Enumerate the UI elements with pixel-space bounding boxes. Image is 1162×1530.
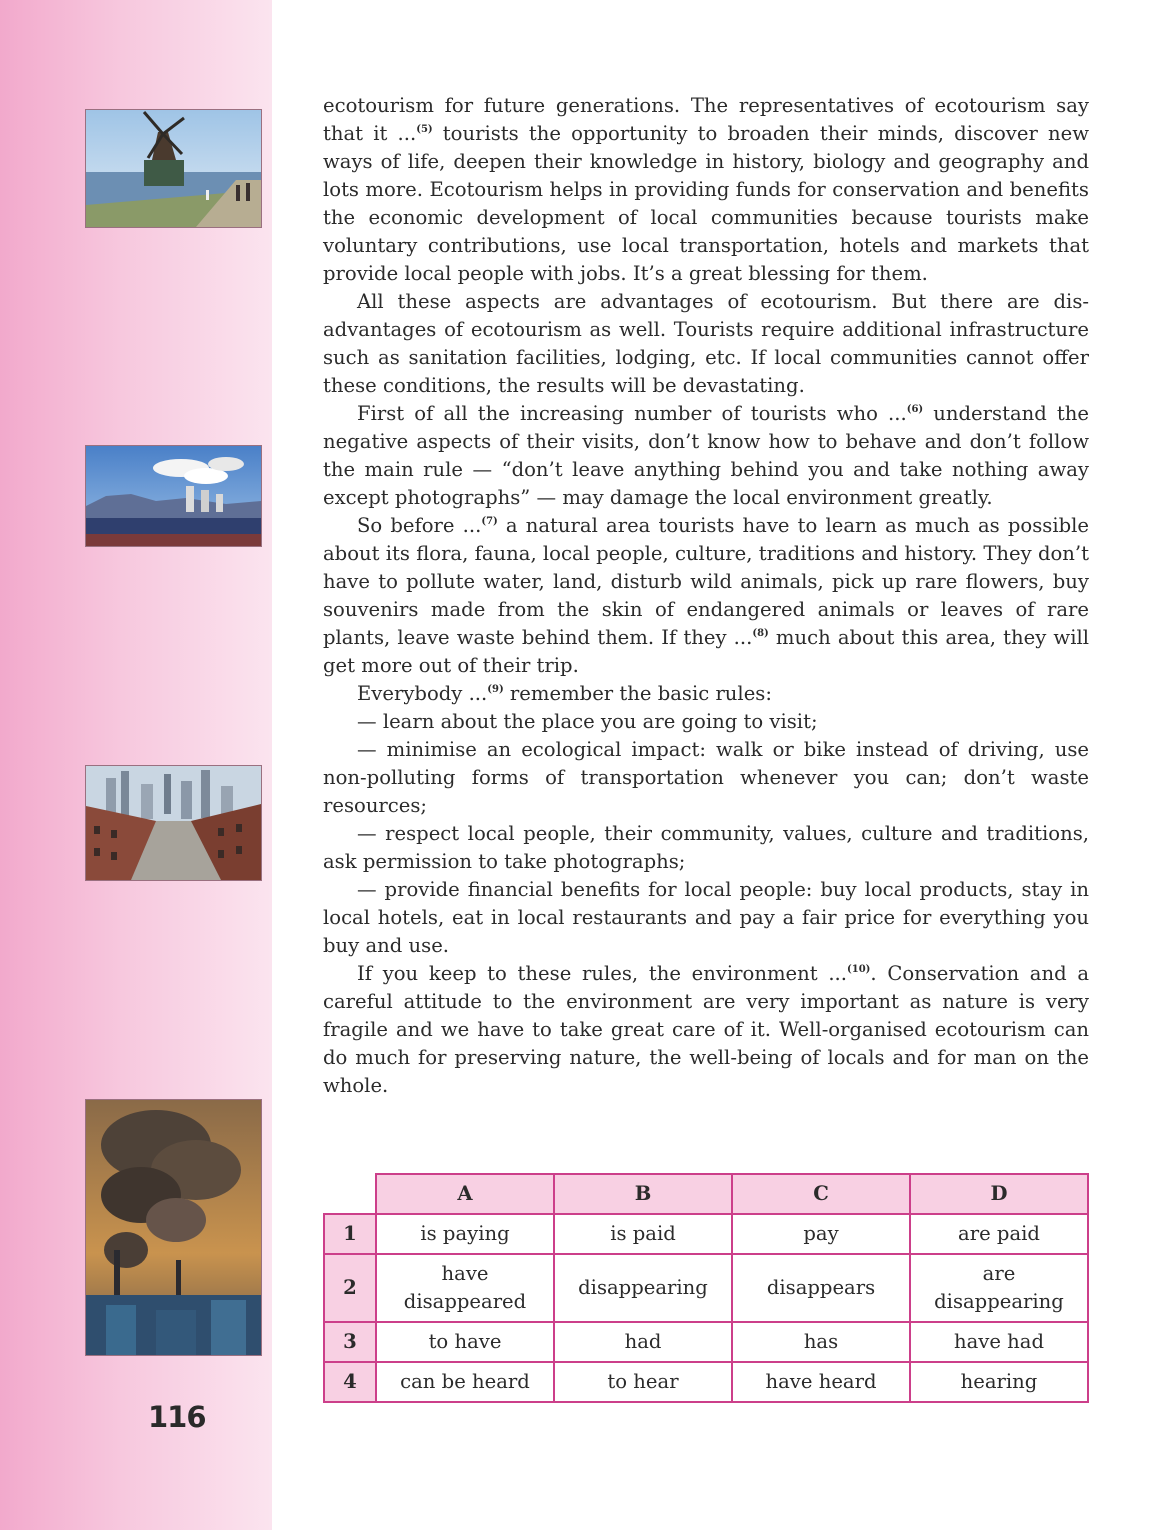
answer-option-cell: can be heard bbox=[376, 1362, 554, 1402]
paragraph-text: much about this area, they will get more out of their trip. bbox=[323, 626, 1089, 677]
paragraph-text: . Conservation and a careful attitude to the environment are very important as nature is very fragile and we have to take great care of it. Well-organised ecotourism can do much for preserving nature, the well-being of locals and for man on the whole. bbox=[323, 962, 1089, 1097]
city-street-photo bbox=[85, 765, 262, 881]
paragraph-text: understand the negative aspects of their visits, don’t know how to behave and don’t follow the main rule — “don’t leave anything behind you and take nothing away except photographs” — may damage the local environment greatly. bbox=[323, 402, 1090, 509]
table-row bbox=[324, 1322, 1088, 1362]
paragraph-text: remember the basic rules: bbox=[503, 682, 772, 705]
paragraph-text: ecotourism for future generations. The representatives of ecotourism say that it ... bbox=[323, 94, 1089, 145]
paragraph bbox=[323, 288, 1089, 400]
answer-option-cell: to hear bbox=[554, 1362, 732, 1402]
gap-number: (7) bbox=[481, 516, 498, 527]
answer-option-cell: is paying bbox=[376, 1214, 554, 1254]
main-text bbox=[323, 92, 1089, 1100]
answer-option-cell: pay bbox=[732, 1214, 910, 1254]
paragraph-text: So before ... bbox=[357, 514, 482, 537]
column-header: B bbox=[554, 1174, 732, 1214]
table-row bbox=[324, 1362, 1088, 1402]
paragraph-text: All these aspects are advantages of ecotourism. But there are disadvantages of ecotourism as well. Tourists require additional infrastructure such as sanitation facilities, lodging, etc. If local communities cannot offer these conditions, the results will be devastating. bbox=[323, 290, 1089, 397]
power-plant-photo bbox=[85, 445, 262, 547]
paragraph bbox=[323, 512, 1089, 680]
answer-option-cell: have had bbox=[910, 1322, 1088, 1362]
paragraph bbox=[323, 876, 1089, 960]
answer-option-cell: hearing bbox=[910, 1362, 1088, 1402]
paragraph-text: — minimise an ecological impact: walk or bike instead of driving, use non-polluting forms of transportation whenever you can; don’t waste resources; bbox=[323, 738, 1089, 817]
answer-option-cell: are disappearing bbox=[910, 1254, 1088, 1322]
factory-smoke-photo bbox=[85, 1099, 262, 1356]
paragraph bbox=[323, 820, 1089, 876]
table-row bbox=[324, 1214, 1088, 1254]
column-header: A bbox=[376, 1174, 554, 1214]
paragraph bbox=[323, 960, 1089, 1100]
paragraph-text: — respect local people, their community, values, culture and traditions, ask permission to take photographs; bbox=[323, 822, 1089, 873]
row-number: 3 bbox=[324, 1322, 376, 1362]
paragraph-text: — provide financial benefits for local people: buy local products, stay in local hotels, eat in local restaurants and pay a fair price for everything you buy and use. bbox=[323, 878, 1089, 957]
paragraph bbox=[323, 708, 1089, 736]
paragraph-text: a natural area tourists have to learn as much as possible about its flora, fauna, local people, culture, traditions and history. They don’t have to pollute water, land, disturb wild animals, pick up rare flowers, buy souvenirs made from the skin of endangered animals or leaves of rare plants, leave waste behind them. If they ... bbox=[323, 514, 1089, 649]
windmill-photo bbox=[85, 109, 262, 228]
gap-number: (6) bbox=[906, 404, 924, 415]
answer-options-table bbox=[323, 1173, 1089, 1403]
table-corner-cell bbox=[324, 1174, 376, 1214]
paragraph-text: If you keep to these rules, the environment ... bbox=[357, 962, 848, 985]
answer-option-cell: to have bbox=[376, 1322, 554, 1362]
answer-option-cell: disappears bbox=[732, 1254, 910, 1322]
answer-option-cell: disappearing bbox=[554, 1254, 732, 1322]
gap-number: (5) bbox=[416, 124, 433, 135]
gap-number: (10) bbox=[847, 964, 871, 975]
paragraph bbox=[323, 400, 1089, 512]
paragraph-text: Everybody ... bbox=[357, 682, 488, 705]
row-number: 1 bbox=[324, 1214, 376, 1254]
page-number: 116 bbox=[148, 1400, 206, 1434]
paragraph bbox=[323, 736, 1089, 820]
column-header: C bbox=[732, 1174, 910, 1214]
answer-option-cell: had bbox=[554, 1322, 732, 1362]
answer-option-cell: have heard bbox=[732, 1362, 910, 1402]
table-row bbox=[324, 1254, 1088, 1322]
paragraph-text: — learn about the place you are going to visit; bbox=[357, 710, 818, 733]
answer-option-cell: have disappeared bbox=[376, 1254, 554, 1322]
paragraph bbox=[323, 680, 1089, 708]
answer-option-cell: has bbox=[732, 1322, 910, 1362]
column-header: D bbox=[910, 1174, 1088, 1214]
answer-option-cell: is paid bbox=[554, 1214, 732, 1254]
row-number: 4 bbox=[324, 1362, 376, 1402]
gap-number: (9) bbox=[487, 684, 504, 695]
answer-option-cell: are paid bbox=[910, 1214, 1088, 1254]
paragraph bbox=[323, 92, 1089, 288]
paragraph-text: First of all the increasing number of tourists who ... bbox=[357, 402, 907, 425]
table-header-row bbox=[324, 1174, 1088, 1214]
paragraph-text: tourists the opportunity to broaden their minds, discover new ways of life, deepen their knowledge in history, biology and geography and lots more. Ecotourism helps in providing funds for conservation and benefits the economic development of local communities because tourists make voluntary contributions, use local transportation, hotels and markets that provide local people with jobs. It’s a great blessing for them. bbox=[323, 122, 1089, 285]
gap-number: (8) bbox=[752, 628, 769, 639]
row-number: 2 bbox=[324, 1254, 376, 1322]
